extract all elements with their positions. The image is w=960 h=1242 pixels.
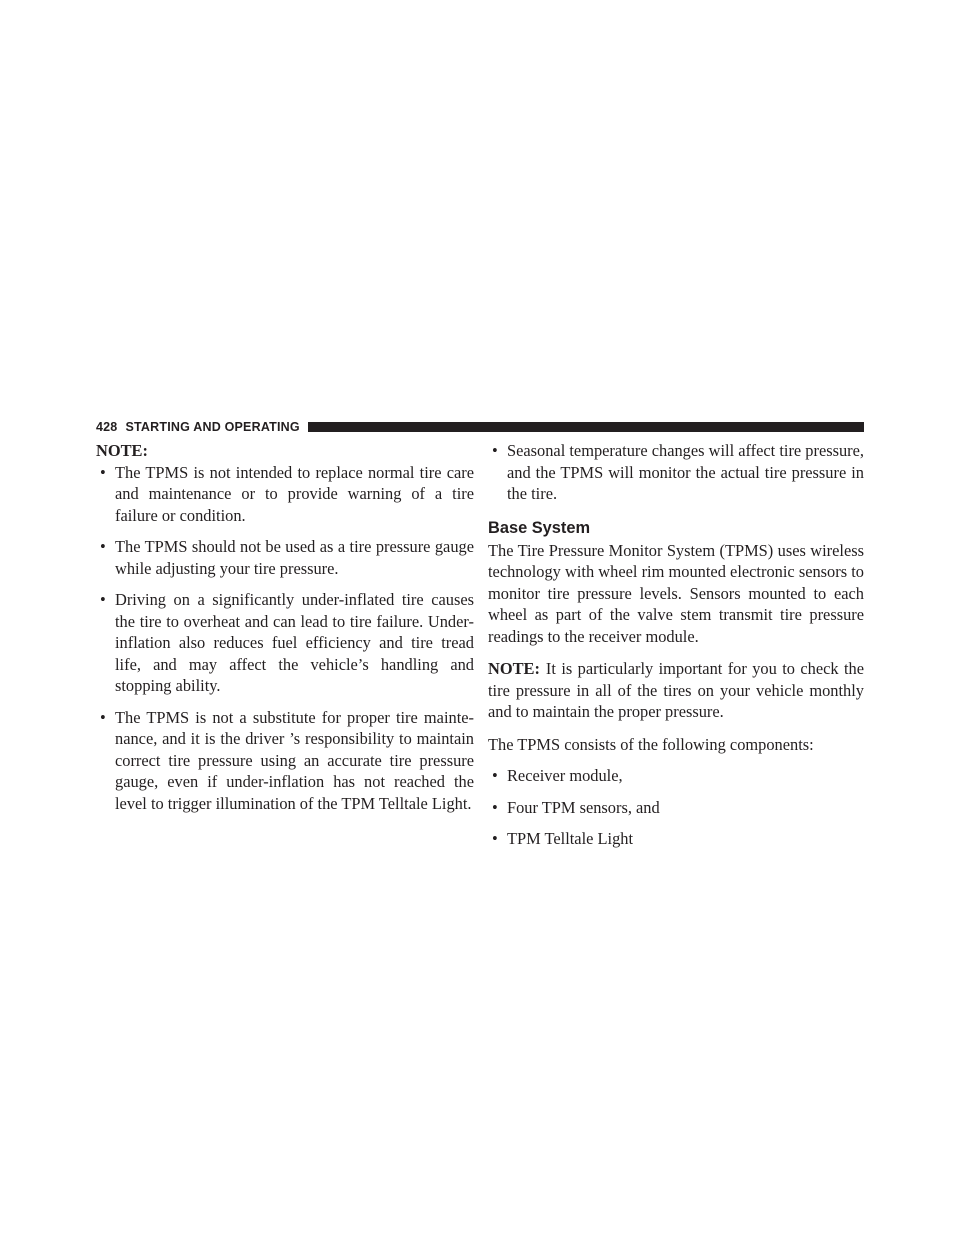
list-item <box>96 707 474 815</box>
bullet-icon: • <box>100 590 106 609</box>
left-column <box>96 440 474 814</box>
bullet-text: The TPMS is not intended to replace normal tire care and maintenance or to provide warning of a tire failure or condition. <box>115 462 474 525</box>
bullet-icon: • <box>492 441 498 460</box>
components-list <box>488 765 864 850</box>
bullet-icon: • <box>492 797 498 817</box>
bullet-icon: • <box>100 462 106 482</box>
note-text: It is particularly important for you to check the tire pressure in all of the tires on your vehicle monthly and to maintain the proper pressure. <box>488 659 864 721</box>
right-column <box>488 440 864 850</box>
note-heading: NOTE: <box>96 441 148 460</box>
list-item <box>96 462 474 527</box>
header-label <box>96 419 308 435</box>
bullet-icon: • <box>100 707 106 727</box>
section-title: STARTING AND OPERATING <box>125 420 300 434</box>
bullet-icon: • <box>100 537 106 556</box>
bullet-text: The TPMS should not be used as a tire pressure gauge while adjusting your tire pressure. <box>115 537 474 578</box>
note-bullet-list <box>96 462 474 815</box>
note-paragraph <box>488 658 864 723</box>
list-item <box>96 589 474 697</box>
bullet-text: Four TPM sensors, and <box>507 797 660 817</box>
bullet-text: Seasonal temperature changes will affect tire pressure, and the TPMS will monitor the actual tire pressure in the tire. <box>507 441 864 503</box>
bullet-text: Receiver module, <box>507 766 623 785</box>
note-label: NOTE: <box>488 659 540 678</box>
seasonal-bullet-list <box>488 440 864 505</box>
list-item <box>488 828 864 850</box>
list-item <box>488 765 864 787</box>
intro-paragraph: The Tire Pressure Monitor System (TPMS) uses wireless technology with wheel rim mounted electronic sensors to monitor tire pressure levels. Sensors mounted to each wheel as part of the valve stem transmit tire pressure readings to the receiver module. <box>488 540 864 646</box>
bullet-text: Driving on a significantly under-inflated tire causes the tire to overheat and can lead to tire failure. Under-inflation also reduces fuel efficiency and tire tread life, and may affect the vehicle’s handling and stopping ability. <box>115 590 474 695</box>
list-item <box>488 440 864 505</box>
components-intro: The TPMS consists of the following components: <box>488 734 814 754</box>
section-heading: Base System <box>488 518 591 537</box>
bullet-text: TPM Telltale Light <box>507 829 634 848</box>
bullet-text: The TPMS is not a substitute for proper tire mainte-nance, and it is the driver ’s responsibility to maintain correct tire pressure using an accurate tire pressure gauge, even if under-inflation has not reached the level to trigger illumination of the TPM Telltale Light. <box>115 707 474 813</box>
bullet-icon: • <box>492 766 498 785</box>
page-header <box>96 419 864 435</box>
list-item <box>488 797 864 819</box>
list-item <box>96 536 474 579</box>
bullet-icon: • <box>492 829 498 848</box>
page-number: 428 <box>96 420 118 434</box>
